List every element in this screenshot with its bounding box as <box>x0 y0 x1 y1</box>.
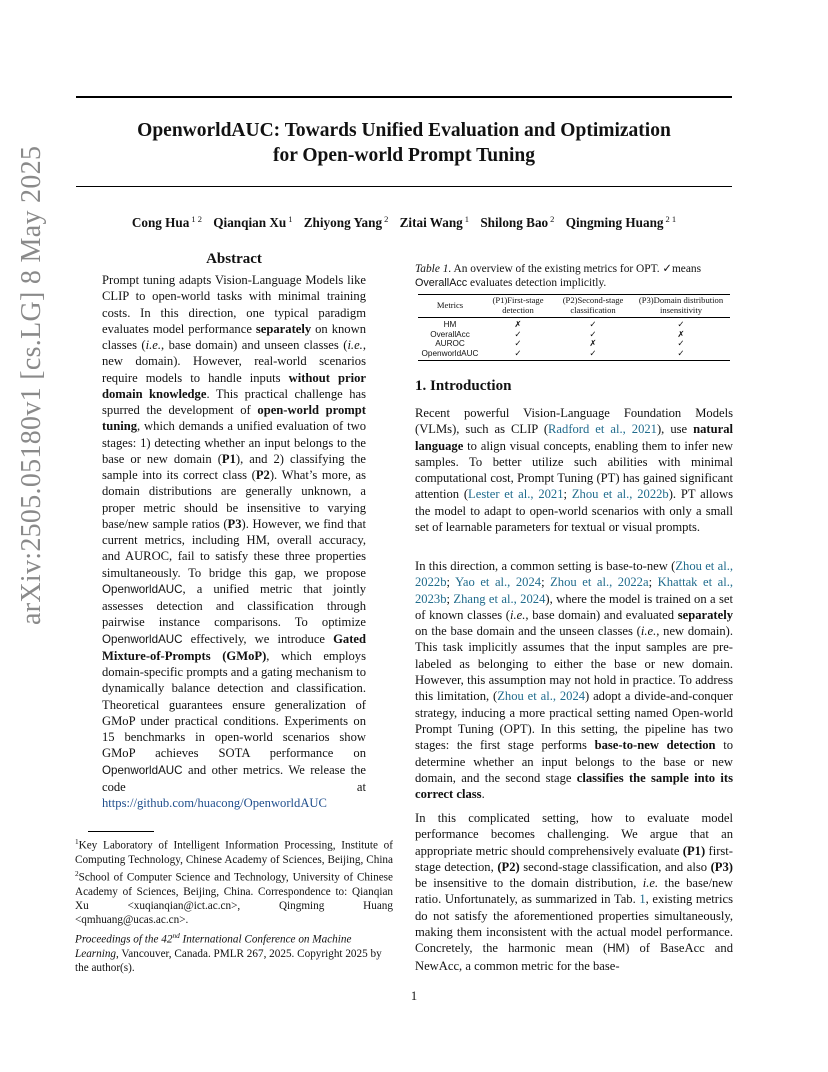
table-row: HM ✗ ✓ ✓ <box>443 319 685 330</box>
table-header-row <box>418 295 730 318</box>
page-number: 1 <box>410 989 418 1003</box>
abstract-heading: Abstract <box>206 251 262 267</box>
citation-link[interactable]: Lester et al., 2021 <box>468 487 564 502</box>
intro-paragraph-2: In this direction, a common setting is base-to-new (Zhou et al., 2022b; Yao et al., 2024; Zhou et al., 2022a; Khattak et al., 2023b; Zhang et al., 2024), where the model is trained on a set of known classes (i.e., base domain) and evaluated separately on the base domain and the unseen classes (i.e., new domain). This task implicitly assumes that the input samples are pre-labeled as belonging to either the base or new domain. However, this assumption may not hold in practice. To address this limitation, (Zhou et al., 2024) adopt a divide-and-conquer strategy, inducing a more practical setting named Open-world Prompt Tuning (OPT). In this setting, the pipeline has two stages: the first stage performs base-to-new detection to determine whether an input belongs to the base or new domain, and the second stage classifies the sample into its correct class. <box>415 559 734 802</box>
citation-link[interactable]: Khattak et al., 2023b <box>415 575 734 606</box>
author: Shilong Bao $^2$ <box>480 214 555 231</box>
citation-link[interactable]: Yao et al., 2024 <box>455 575 542 590</box>
citation-link[interactable]: Radford et al., 2021 <box>548 422 657 437</box>
header-p3: (P3)Domain distribution insensitivity <box>632 295 730 318</box>
table-caption: Table 1. An overview of the existing metrics for OPT. ✓means OverallAcc evaluates detection implicitly. <box>415 263 702 289</box>
header-metrics: Metrics <box>418 295 482 318</box>
table-row: OverallAcc ✓ ✓ ✗ <box>430 328 685 339</box>
intro-paragraph-1: Recent powerful Vision-Language Foundation Models (VLMs), such as CLIP (Radford et al., 2021), use natural language to align visual concepts, enabling them to infer new samples. To better utilize such abilities with minimal computational cost, Prompt Tuning (PT) has gained significant attention (Lester et al., 2021; Zhou et al., 2022b). PT allows the model to adapt to open-world scenarios with only a small set of learnable parameters for textual or visual prompts. <box>415 406 733 535</box>
citation-link[interactable]: Zhou et al., 2022a <box>550 575 649 590</box>
citation-link[interactable]: Zhou et al., 2024 <box>497 689 586 704</box>
author: Qianqian Xu $^1$ <box>213 214 293 231</box>
table-ref-link[interactable]: 1 <box>639 892 646 907</box>
title-line-2: for Open-world Prompt Tuning <box>272 145 536 166</box>
author: Cong Hua $^{1 2}$ <box>131 214 202 231</box>
code-url-link[interactable]: https://github.com/huacong/OpenworldAUC <box>102 796 327 810</box>
introduction-heading: 1. Introduction <box>415 378 512 394</box>
author-list <box>76 214 732 231</box>
title-bottom-rule <box>76 186 732 187</box>
citation-link[interactable]: Zhou et al., 2022b <box>415 559 733 590</box>
arxiv-stamp[interactable]: arXiv:2505.05180v1 [cs.LG] 8 May 2025 <box>16 145 47 625</box>
affiliation-footnote: $^1$Key Laboratory of Intelligent Information Processing, Institute of Computing Technology, Chinese Academy of Sciences, Beijing, China $^2$School of Computer Science and Technology, University of Chinese Academy of Sciences, Beijing, China. Correspondence to: Qianqian Xu <xuqianqian@ict.ac.cn>, Qingming Huang <qmhuang@ucas.ac.cn>. <box>75 838 393 927</box>
author: Zhiyong Yang $^2$ <box>303 214 389 231</box>
author: Zitai Wang $^1$ <box>399 214 470 231</box>
header-p2: (P2)Second-stage classification <box>554 295 632 318</box>
table-row: OpenworldAUC ✓ ✓ ✓ <box>418 349 730 360</box>
author: Qingming Huang $^{2 1}$ <box>565 214 677 231</box>
footnote-rule <box>88 831 154 832</box>
abstract-body: Prompt tuning adapts Vision-Language Models like CLIP to open-world tasks with minimal training costs. In this direction, one typical paradigm evaluates model performance separately on known classes (i.e., base domain) and unseen classes (i.e., new domain). However, real-world scenarios require models to handle inputs without prior domain knowledge. This practical challenge has spurred the development of open-world prompt tuning, which demands a unified evaluation of two stages: 1) detecting whether an input belongs to the base or new domain (P1), and 2) classifying the sample into its correct class (P2). What’s more, as domain distributions are generally unknown, a proper metric should be insensitive to varying base/new sample ratios (P3). However, we find that current metrics, including HM, overall accuracy, and AUROC, fail to satisfy these three properties simultaneously. To bridge this gap, we propose OpenworldAUC, a unified metric that jointly assesses detection and classification through pairwise instance comparisons. To optimize OpenworldAUC effectively, we introduce Gated Mixture-of-Prompts (GMoP), which employs domain-specific prompts and a gating mechanism to dynamically balance detection and classification. Theoretical guarantees ensure generalization of GMoP under practical conditions. Experiments on 15 benchmarks in open-world scenarios show GMoP achieves SOTA performance on OpenworldAUC and other metrics. We release the code at https://github.com/huacong/OpenworldAUC <box>102 273 366 810</box>
metrics-overview-table <box>418 294 730 361</box>
citation-link[interactable]: Zhang et al., 2024 <box>453 591 546 606</box>
paper-title <box>76 118 732 168</box>
proceedings-note: Proceedings of the 42nd International Conference on Machine Learning, Vancouver, Canada. PMLR 267, 2025. Copyright 2025 by the author(s). <box>75 932 382 975</box>
top-rule <box>76 96 732 98</box>
intro-paragraph-3: In this complicated setting, how to evaluate model performance becomes challenging. We argue that an appropriate metric should comprehensively evaluate (P1) first-stage detection, (P2) second-stage classification, and also (P3) be insensitive to the domain distribution, i.e. the base/new ratio. Unfortunately, as summarized in Tab. 1, existing metrics do not satisfy the aforementioned properties simultaneously, making them inconsistent with the actual model performance. Concretely, the harmonic mean (HM) of BaseAcc and NewAcc, a common metric for the base- <box>415 811 733 973</box>
header-p1: (P1)First-stage detection <box>482 295 554 318</box>
citation-link[interactable]: Zhou et al., 2022b <box>571 487 669 502</box>
table-row: AUROC ✓ ✗ ✓ <box>435 338 685 349</box>
title-line-1: OpenworldAUC: Towards Unified Evaluation and Optimization <box>137 120 671 141</box>
